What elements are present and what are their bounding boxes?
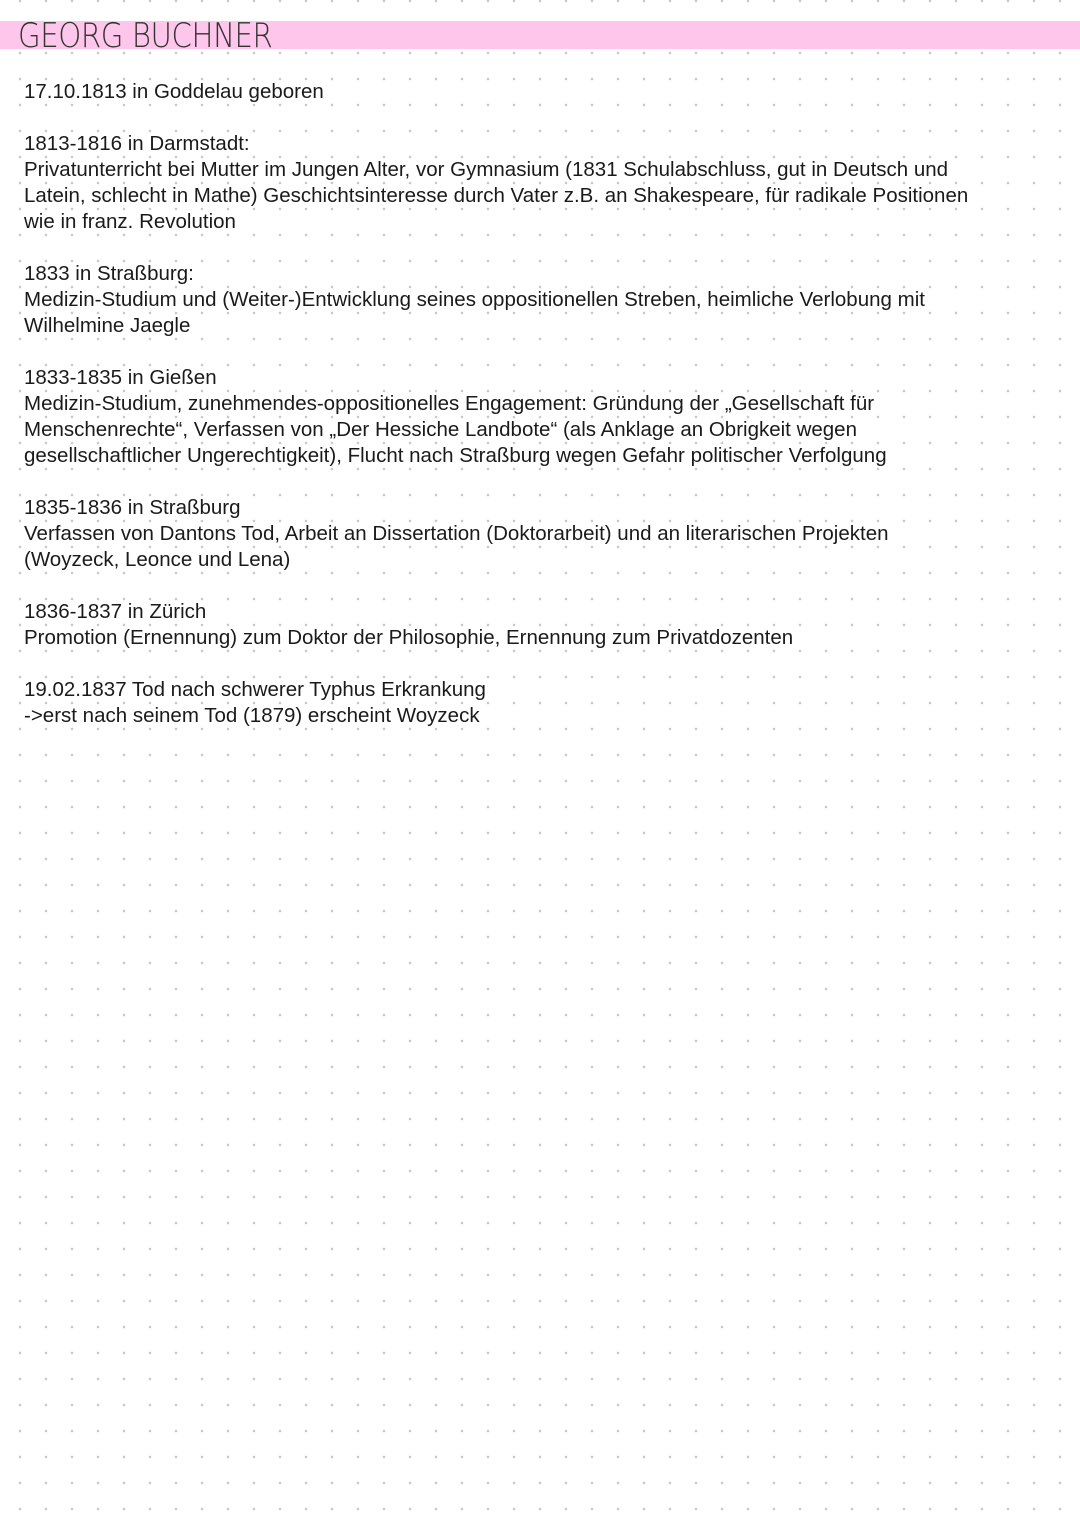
entry-line: 17.10.1813 in Goddelau geboren [24,80,324,103]
entry-line: ->erst nach seinem Tod (1879) erscheint Woyzeck [24,704,480,727]
timeline-entry-darmstadt [24,131,1044,235]
entry-line: Wilhelmine Jaegle [24,314,191,337]
entry-line: Medizin-Studium und (Weiter-)Entwicklung seines oppositionellen Streben, heimliche Verlobung mit [24,288,925,311]
entry-line: Privatunterricht bei Mutter im Jungen Alter, vor Gymnasium (1831 Schulabschluss, gut in Deutsch und [24,158,949,181]
entry-heading: 1835-1836 in Straßburg [24,496,241,519]
entry-line: Medizin-Studium, zunehmendes-oppositionelles Engagement: Gründung der „Gesellschaft für [24,392,875,415]
page-title: GEORG BUCHNER [18,16,273,56]
timeline-entry-giessen [24,365,1044,469]
entry-line: Menschenrechte“, Verfassen von „Der Hessiche Landbote“ (als Anklage an Obrigkeit wegen [24,418,857,441]
timeline-entry-strassburg-1833 [24,261,1044,339]
timeline-entry-birth [24,79,1044,105]
entry-line: (Woyzeck, Leonce und Lena) [24,548,291,571]
entry-heading: 1836-1837 in Zürich [24,600,207,623]
timeline-entry-zuerich [24,599,1044,651]
entry-line: Promotion (Ernennung) zum Doktor der Philosophie, Ernennung zum Privatdozenten [24,626,794,649]
entry-heading: 19.02.1837 Tod nach schwerer Typhus Erkrankung [24,678,486,701]
entry-heading: 1833-1835 in Gießen [24,366,217,389]
biography-timeline [24,79,1044,755]
entry-heading: 1833 in Straßburg: [24,262,194,285]
entry-line: Verfassen von Dantons Tod, Arbeit an Dissertation (Doktorarbeit) und an literarischen Projekten [24,522,889,545]
timeline-entry-death [24,677,1044,729]
entry-line: gesellschaftlicher Ungerechtigkeit), Flucht nach Straßburg wegen Gefahr politischer Verfolgung [24,444,887,467]
timeline-entry-strassburg-1835 [24,495,1044,573]
entry-line: Latein, schlecht in Mathe) Geschichtsinteresse durch Vater z.B. an Shakespeare, für radikale Positionen [24,184,969,207]
entry-heading: 1813-1816 in Darmstadt: [24,132,250,155]
entry-line: wie in franz. Revolution [24,210,236,233]
